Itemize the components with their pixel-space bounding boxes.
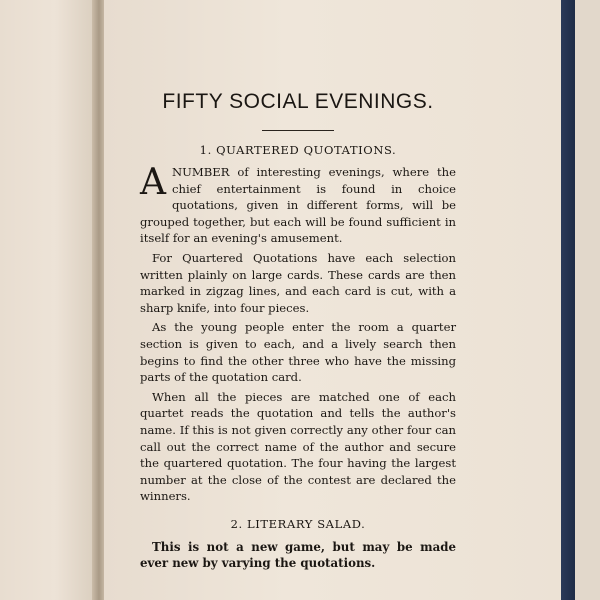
book-cover-edge — [561, 0, 575, 600]
section-heading-1: 1. QUARTERED QUOTATIONS. — [199, 143, 397, 157]
title-divider — [262, 130, 334, 131]
paragraph-3: As the young people enter the room a quarter section is given to each, and a lively search then begins to find the other three who have the missing parts of the quotation card. — [140, 320, 456, 385]
paragraph-2: For Quartered Quotations have each selection written plainly on large cards. These cards are then marked in zigzag lines, and each card is cut, with a sharp knife, into four pieces. — [140, 250, 456, 315]
paragraph-1 — [140, 164, 456, 247]
page-content — [140, 80, 456, 575]
section-heading-2: 2. LITERARY SALAD. — [230, 516, 366, 531]
drop-cap: A — [140, 162, 166, 203]
background-surface — [575, 0, 600, 600]
left-page — [0, 0, 100, 600]
paragraph-5: This is not a new game, but may be made ever new by varying the quotations. — [140, 539, 456, 571]
paragraph-1-text: NUMBER of interesting evenings, where the chief entertainment is found in choice quotations, given in different forms, will be grouped together, but each will be found sufficient in itself for an evening's amusement. — [140, 165, 456, 246]
page-title: FIFTY SOCIAL EVENINGS. — [162, 90, 434, 113]
paragraph-4: When all the pieces are matched one of each quartet reads the quotation and tells the author's name. If this is not given correctly any other four can call out the correct name of the author and secure the quartered quotation. The four having the largest number at the close of the contest are declared the winners. — [140, 389, 456, 504]
